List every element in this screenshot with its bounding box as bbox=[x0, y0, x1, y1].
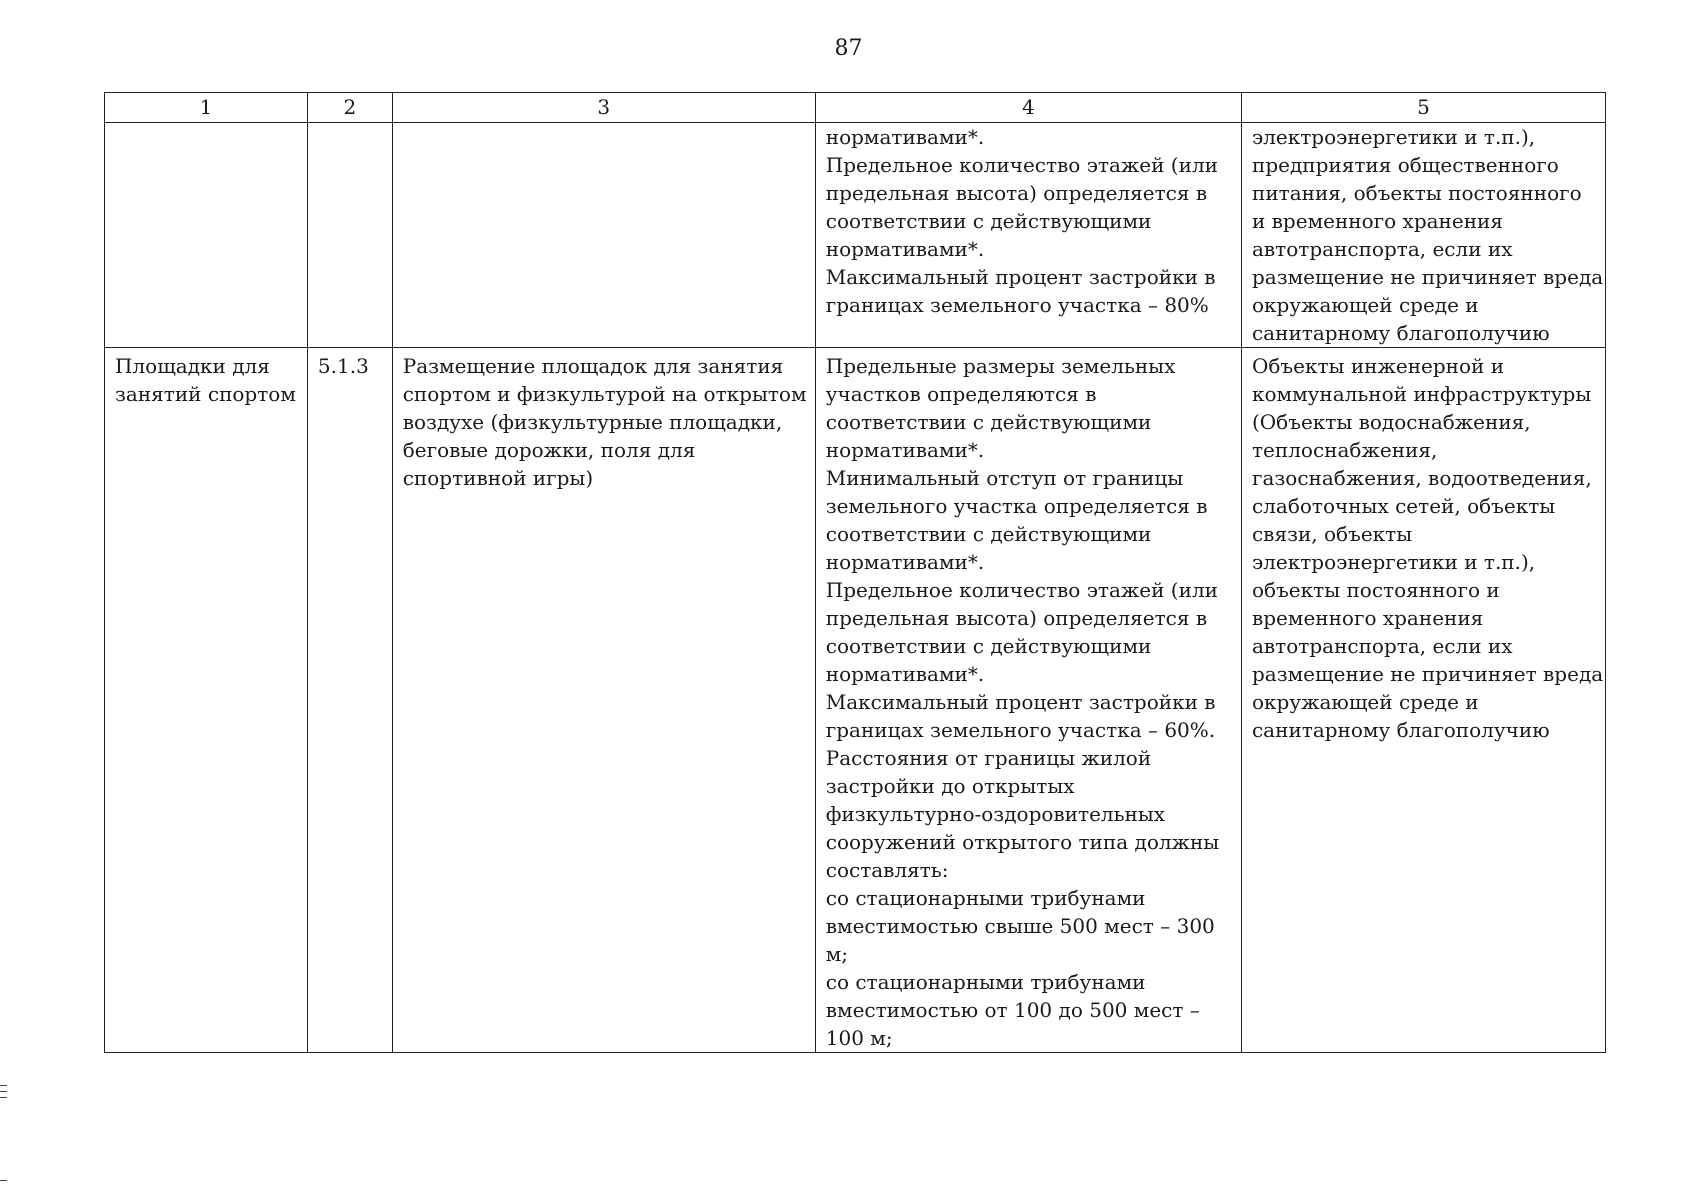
header-col-4: 4 bbox=[815, 93, 1241, 123]
text-line: земельного участка определяется в bbox=[825, 494, 1208, 518]
text-line: объекты постоянного и bbox=[1251, 578, 1500, 602]
text-line: составлять: bbox=[825, 858, 949, 882]
header-col-2: 2 bbox=[307, 93, 392, 123]
text-line: нормативами*. bbox=[825, 550, 985, 574]
text-line: нормативами*. bbox=[825, 438, 985, 462]
header-col-1: 1 bbox=[105, 93, 308, 123]
cell-main-description bbox=[392, 348, 815, 1053]
text-line: размещение не причиняет вреда bbox=[1251, 662, 1604, 686]
header-col-3: 3 bbox=[392, 93, 815, 123]
text-line: и временного хранения bbox=[1251, 209, 1503, 233]
text-line: Объекты инженерной и bbox=[1251, 354, 1505, 378]
cell-main-auxiliary bbox=[1241, 348, 1605, 1053]
cell-main-name bbox=[105, 348, 308, 1053]
text-line: участков определяются в bbox=[825, 382, 1097, 406]
cell-main-code: 5.1.3 bbox=[307, 348, 392, 1053]
cell-cont-col2 bbox=[307, 123, 392, 348]
text-line: газоснабжения, водоотведения, bbox=[1251, 466, 1592, 490]
cell-cont-col3 bbox=[392, 123, 815, 348]
cell-main-parameters bbox=[815, 348, 1241, 1053]
text-line: размещение не причиняет вреда bbox=[1251, 265, 1604, 289]
text-line: временного хранения bbox=[1251, 606, 1484, 630]
margin-mark bbox=[0, 1085, 7, 1086]
text-line: воздухе (физкультурные площадки, bbox=[402, 410, 783, 434]
margin-mark bbox=[0, 1091, 7, 1092]
page-number: 87 bbox=[834, 36, 863, 61]
text-line: окружающей среде и bbox=[1251, 293, 1479, 317]
text-line: спортом и физкультурой на открытом bbox=[402, 382, 807, 406]
text-line: со стационарными трибунами bbox=[825, 886, 1146, 910]
text-line: электроэнергетики и т.п.), bbox=[1251, 125, 1536, 149]
text-line: предельная высота) определяется в bbox=[825, 606, 1208, 630]
text-line: Размещение площадок для занятия bbox=[402, 354, 784, 378]
cell-cont-col5 bbox=[1241, 123, 1605, 348]
text-line: сооружений открытого типа должны bbox=[825, 830, 1220, 854]
table-header-row bbox=[105, 93, 1606, 123]
text-line: теплоснабжения, bbox=[1251, 438, 1438, 462]
text-line: соответствии с действующими bbox=[825, 410, 1152, 434]
text-line: со стационарными трибунами bbox=[825, 970, 1146, 994]
text-line: окружающей среде и bbox=[1251, 690, 1479, 714]
text-line: Максимальный процент застройки в bbox=[825, 690, 1216, 714]
text-line: беговые дорожки, поля для bbox=[402, 438, 696, 462]
text-line: Предельные размеры земельных bbox=[825, 354, 1176, 378]
text-line: вместимостью от 100 до 500 мест – bbox=[825, 998, 1200, 1022]
text-line: нормативами*. bbox=[825, 125, 985, 149]
text-line: предприятия общественного bbox=[1251, 153, 1559, 177]
text-line: предельная высота) определяется в bbox=[825, 181, 1208, 205]
text-line: питания, объекты постоянного bbox=[1251, 181, 1582, 205]
text-line: соответствии с действующими bbox=[825, 522, 1152, 546]
text-line: Площадки для bbox=[115, 354, 270, 378]
text-line: автотранспорта, если их bbox=[1251, 237, 1513, 261]
text-line: коммунальной инфраструктуры bbox=[1251, 382, 1592, 406]
text-line: границах земельного участка – 60%. bbox=[825, 718, 1216, 742]
text-line: границах земельного участка – 80% bbox=[825, 293, 1209, 317]
table-row-sports-grounds bbox=[105, 348, 1606, 1053]
text-line: электроэнергетики и т.п.), bbox=[1251, 550, 1536, 574]
text-line: нормативами*. bbox=[825, 662, 985, 686]
cell-cont-col1 bbox=[105, 123, 308, 348]
text-line: слаботочных сетей, объекты bbox=[1251, 494, 1556, 518]
text-line: Предельное количество этажей (или bbox=[825, 153, 1218, 177]
text-line: Расстояния от границы жилой bbox=[825, 746, 1152, 770]
text-line: спортивной игры) bbox=[402, 466, 594, 490]
text-line: санитарному благополучию bbox=[1251, 718, 1550, 742]
text-line: Максимальный процент застройки в bbox=[825, 265, 1216, 289]
text-line: санитарному благополучию bbox=[1251, 321, 1550, 345]
text-line: соответствии с действующими bbox=[825, 209, 1152, 233]
text-line: Минимальный отступ от границы bbox=[825, 466, 1184, 490]
cell-cont-col4 bbox=[815, 123, 1241, 348]
text-line: Предельное количество этажей (или bbox=[825, 578, 1218, 602]
text-line: соответствии с действующими bbox=[825, 634, 1152, 658]
text-line: застройки до открытых bbox=[825, 774, 1075, 798]
regulations-table bbox=[104, 92, 1606, 1053]
text-line: 100 м; bbox=[825, 1026, 893, 1050]
text-line: (Объекты водоснабжения, bbox=[1251, 410, 1531, 434]
text-line: занятий спортом bbox=[115, 382, 296, 406]
header-col-5: 5 bbox=[1241, 93, 1605, 123]
text-line: автотранспорта, если их bbox=[1251, 634, 1513, 658]
text-line: вместимостью свыше 500 мест – 300 bbox=[825, 914, 1215, 938]
text-line: связи, объекты bbox=[1251, 522, 1413, 546]
margin-mark bbox=[0, 1097, 7, 1098]
margin-mark bbox=[0, 1180, 7, 1181]
text-line: м; bbox=[825, 942, 849, 966]
text-line: физкультурно-оздоровительных bbox=[825, 802, 1166, 826]
text-line: нормативами*. bbox=[825, 237, 985, 261]
table-row-continuation bbox=[105, 123, 1606, 348]
